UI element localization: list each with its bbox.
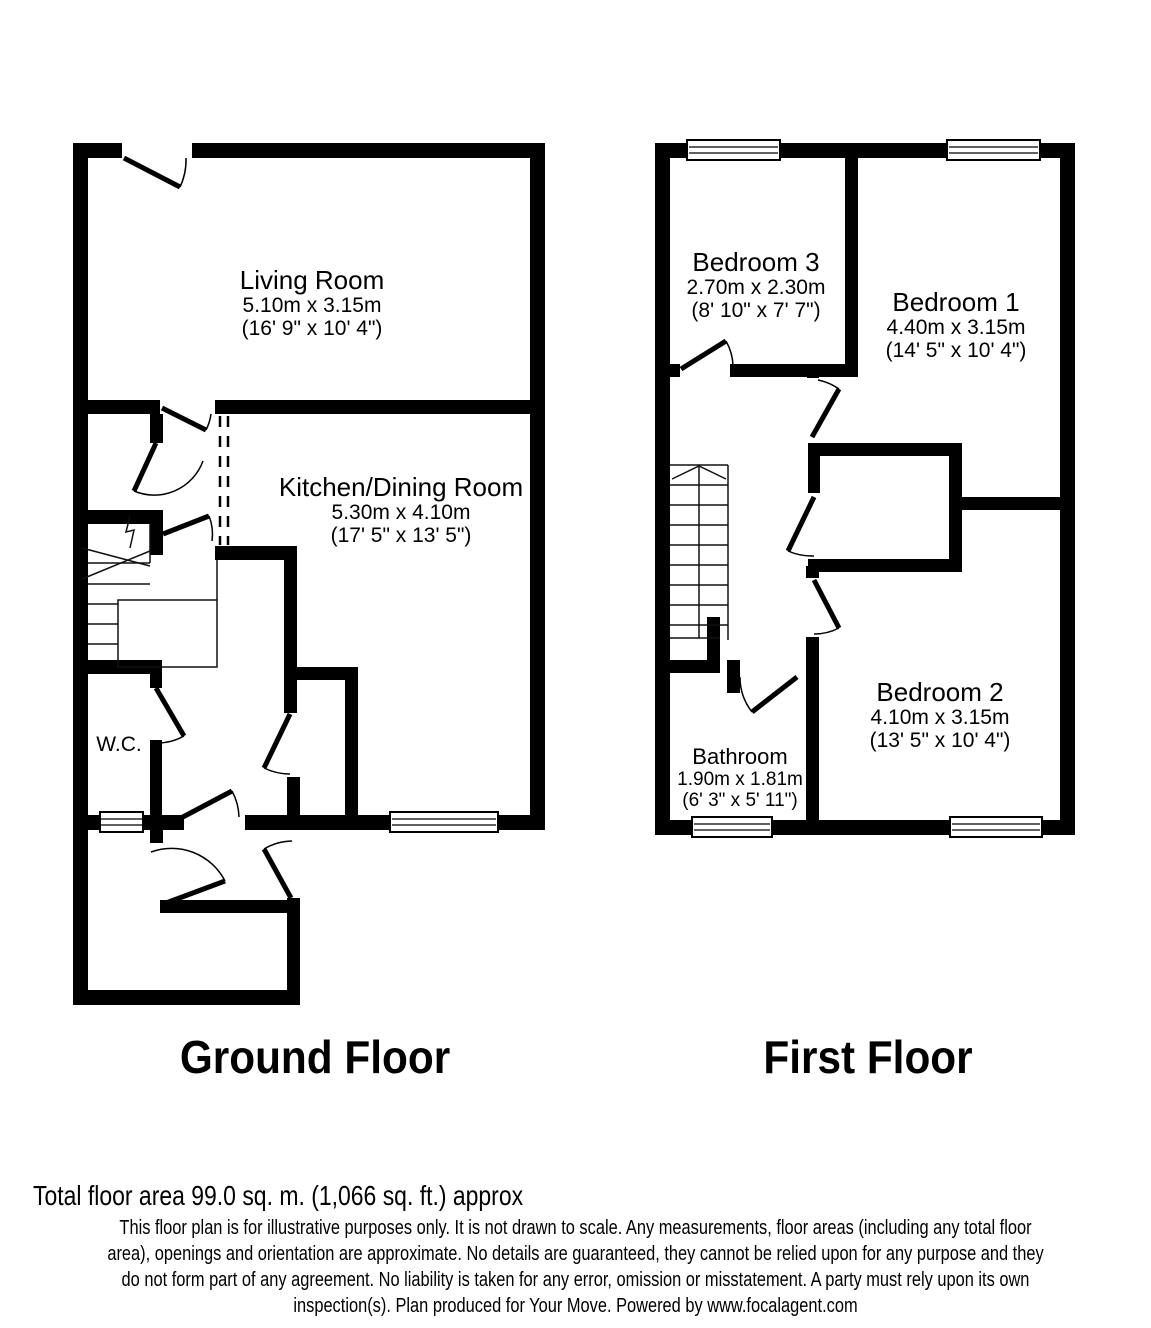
room-dims-imperial: (6' 3" x 5' 11") [682,790,798,811]
window [390,812,498,832]
window [950,817,1042,837]
room-dims-metric: 1.90m x 1.81m [677,769,803,790]
first-floor-title: First Floor [763,1031,973,1083]
room-label-bedroom-1 [886,288,1027,362]
door-arc [162,408,211,430]
first-floor-plan [655,140,1075,837]
room-name: Bedroom 3 [692,247,820,277]
door-arc [156,688,184,743]
door-arc [124,158,186,187]
window [947,140,1040,160]
door-arc [814,580,839,634]
disclaimer-line: do not form part of any agreement. No liability is taken for any error, omission or misstatement. A party must rely upon its own [121,1269,1030,1291]
room-name: Kitchen/Dining Room [278,472,524,502]
room-dims-metric: 4.40m x 3.15m [886,316,1026,339]
room-dims-imperial: (8' 10" x 7' 7") [691,299,821,322]
door-arc [264,714,290,774]
door-arc [681,341,733,369]
first-staircase [670,465,728,640]
room-dims-metric: 5.30m x 4.10m [331,501,471,524]
disclaimer-line: inspection(s). Plan produced for Your Move. Powered by www.focalagent.com [293,1295,858,1317]
door-arc [740,677,797,712]
ground-staircase [82,516,217,667]
door-arc [788,497,814,556]
door-arc [151,848,225,903]
room-dims-metric: 5.10m x 3.15m [242,294,382,317]
room-name: Bedroom 2 [876,677,1004,707]
door-arc [163,516,212,541]
room-dims-metric: 4.10m x 3.15m [870,706,1010,729]
room-dims-imperial: (17' 5" x 13' 5") [330,524,472,547]
open-plan-divider-dashed [220,416,228,545]
room-name: Bedroom 1 [892,287,1020,317]
room-name: Bathroom [692,744,788,769]
room-dims-imperial: (14' 5" x 10' 4") [885,339,1027,362]
window [692,817,772,837]
room-dims-metric: 2.70m x 2.30m [686,276,826,299]
room-label-bedroom-3 [687,248,826,322]
room-dims-imperial: (16' 9" x 10' 4") [241,317,383,340]
total-floor-area: Total floor area 99.0 sq. m. (1,066 sq. ft.) approx [33,1180,524,1211]
room-name: Living Room [239,265,385,295]
disclaimer-line: area), openings and orientation are approximate. No details are guaranteed, they cannot be relied upon for any purpose and they [107,1243,1044,1265]
room-label-bedroom-2 [870,678,1011,752]
disclaimer-line: This floor plan is for illustrative purposes only. It is not drawn to scale. Any measurements, floor areas (including any total floor [119,1217,1032,1239]
door-arc [264,841,292,898]
room-label-wc: W.C. [96,733,142,756]
door-arc [812,380,839,437]
room-label-kitchen-dining [279,473,523,547]
disclaimer-text [0,1215,1151,1319]
window [687,140,780,160]
ground-floor-title: Ground Floor [179,1031,451,1083]
room-label-living-room [240,266,385,340]
window [100,812,143,832]
room-dims-imperial: (13' 5" x 10' 4") [869,729,1011,752]
door-arc [181,791,239,818]
room-label-bathroom [677,744,803,811]
door-arc [134,443,203,495]
